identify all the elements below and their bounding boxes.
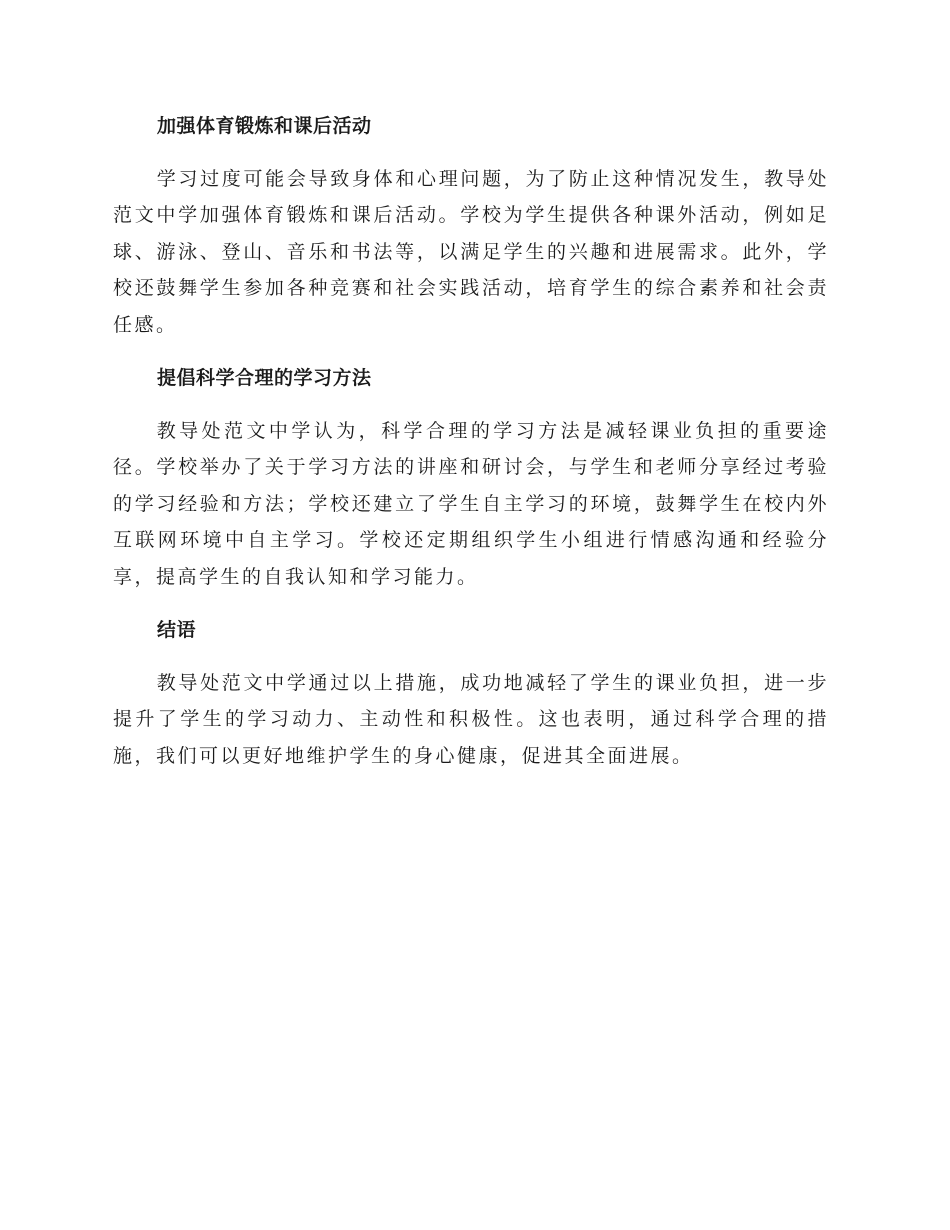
spacer: [113, 396, 829, 413]
spacer: [113, 648, 829, 665]
document-page: [113, 108, 829, 774]
section-body-study-methods: 教导处范文中学认为，科学合理的学习方法是减轻课业负担的重要途径。学校举办了关于学习方法的讲座和研讨会，与学生和老师分享经过考验的学习经验和方法；学校还建立了学生自主学习的环境，鼓舞学生在校内外互联网环境中自主学习。学校还定期组织学生小组进行情感沟通和经验分享，提高学生的自我认知和学习能力。: [113, 420, 829, 588]
section-heading-study-methods: 提倡科学合理的学习方法: [157, 367, 372, 390]
section-body-sports: 学习过度可能会导致身体和心理问题，为了防止这种情况发生，教导处范文中学加强体育锻炼和课后活动。学校为学生提供各种课外活动，例如足球、游泳、登山、音乐和书法等，以满足学生的兴趣和进展需求。此外，学校还鼓舞学生参加各种竞赛和社会实践活动，培育学生的综合素养和社会责任感。: [113, 168, 829, 336]
spacer: [113, 595, 829, 612]
section-heading-sports: 加强体育锻炼和课后活动: [157, 115, 372, 137]
spacer: [113, 144, 829, 161]
spacer: [113, 343, 829, 360]
section-body-conclusion: 教导处范文中学通过以上措施，成功地减轻了学生的课业负担，进一步提升了学生的学习动力、主动性和积极性。这也表明，通过科学合理的措施，我们可以更好地维护学生的身心健康，促进其全面进展。: [113, 672, 829, 767]
section-heading-conclusion: 结语: [157, 619, 197, 642]
